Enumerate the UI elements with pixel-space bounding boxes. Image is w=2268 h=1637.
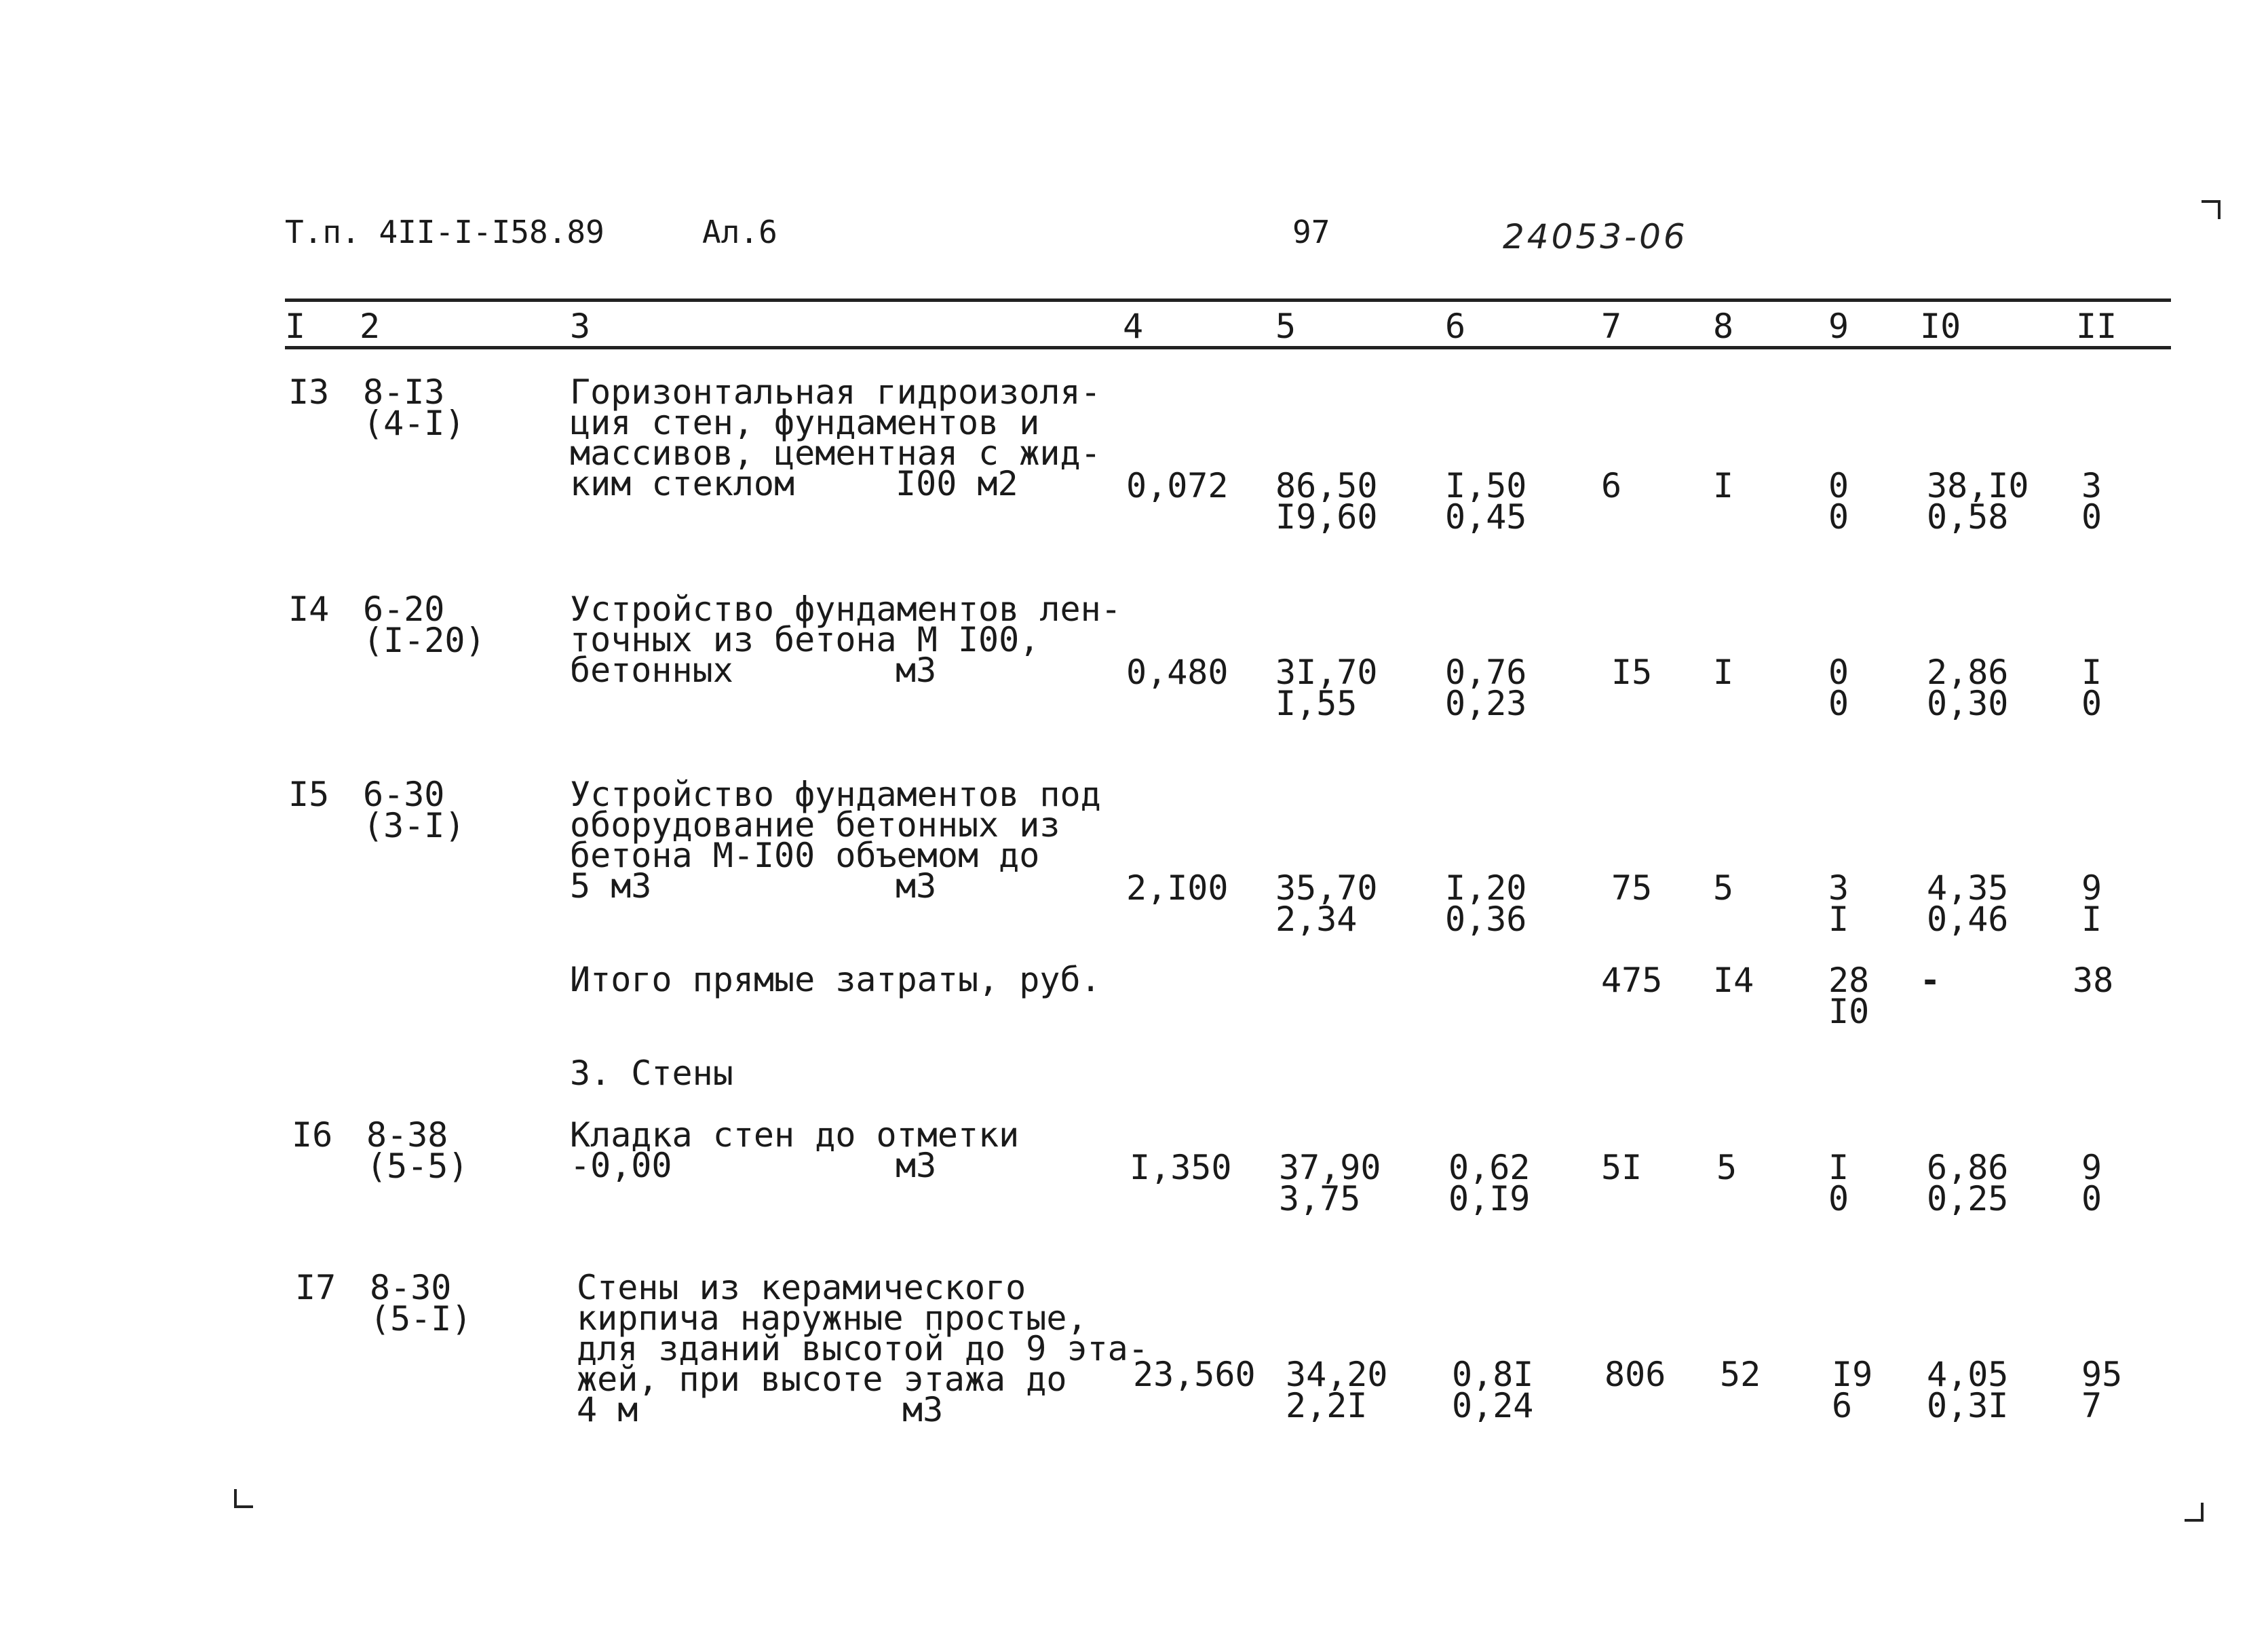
machine-cost-wages: 0: [1828, 1179, 1849, 1218]
work-description-line: ция стен, фундаментов и: [570, 403, 1040, 442]
norm-code: 6-20: [363, 590, 445, 629]
norm-code-ref: (5-5): [366, 1147, 469, 1186]
total-cost: 75: [1611, 868, 1653, 908]
labor-hours-machinists: 0,25: [1927, 1179, 2009, 1218]
album-number: Ал.6: [702, 214, 777, 250]
machine-cost-wages: 0: [1828, 497, 1849, 537]
labor-hours: 6,86: [1927, 1148, 2009, 1187]
total-labor-hours-machinists: 0: [2081, 497, 2102, 537]
work-description-line: бетона М-I00 объемом до: [570, 836, 1040, 875]
total-wages: 52: [1720, 1355, 1761, 1394]
work-description-line: -0,00: [570, 1146, 672, 1185]
page-number: 97: [1292, 214, 1330, 250]
norm-code: 6-30: [363, 775, 445, 814]
work-description-line: Устройство фундаментов лен-: [570, 590, 1121, 629]
norm-code-ref: (3-I): [363, 806, 465, 845]
unit-of-measure: м3: [902, 1390, 944, 1429]
row-number: I5: [288, 775, 330, 814]
total-wages: 5: [1713, 868, 1734, 908]
labor-cost: 0,62: [1448, 1148, 1531, 1187]
machine-cost: I: [1828, 1148, 1849, 1187]
work-description-line: Горизонтальная гидроизоля-: [570, 372, 1101, 412]
unit-cost-wages: 3,75: [1279, 1179, 1361, 1218]
norm-code-ref: (I-20): [363, 621, 486, 660]
column-number-8: 8: [1713, 307, 1734, 346]
total-labor-hours: 9: [2081, 1148, 2102, 1187]
column-number-7: 7: [1601, 307, 1622, 346]
row-number: I7: [295, 1268, 337, 1307]
column-number-10: I0: [1920, 307, 1961, 346]
labor-cost: 0,8I: [1452, 1355, 1534, 1394]
total-labor-hours-machinists: 7: [2081, 1386, 2102, 1425]
total-cost: I5: [1611, 653, 1653, 692]
total-labor-hours: 38: [2073, 961, 2114, 1000]
unit-cost: 3I,70: [1275, 653, 1378, 692]
stamp-number: 24053-06: [1503, 217, 1688, 256]
total-cost: 5I: [1601, 1148, 1642, 1187]
labor-hours: 2,86: [1927, 653, 2009, 692]
row-number: I3: [288, 372, 330, 412]
total-wages: I: [1713, 653, 1734, 692]
labor-cost-wages: 0,45: [1445, 497, 1527, 537]
machine-cost: I9: [1832, 1355, 1873, 1394]
total-cost: 475: [1601, 961, 1663, 1000]
machine-cost-wages: 6: [1832, 1386, 1853, 1425]
work-description-line: бетонных: [570, 651, 733, 690]
labor-cost: I,20: [1445, 868, 1527, 908]
labor-hours-machinists: 0,46: [1927, 900, 2009, 939]
labor-cost-wages: 0,23: [1445, 684, 1527, 723]
machine-cost-wages: 0: [1828, 684, 1849, 723]
norm-code-ref: (4-I): [363, 404, 465, 443]
column-number-2: 2: [360, 307, 381, 346]
total-labor-hours-machinists: 0: [2081, 1179, 2102, 1218]
document-code: Т.п. 4II-I-I58.89: [285, 214, 604, 250]
total-labor-hours: 95: [2081, 1355, 2123, 1394]
unit-cost: 34,20: [1286, 1355, 1388, 1394]
norm-code-ref: (5-I): [370, 1299, 472, 1339]
unit-of-measure: м3: [896, 866, 937, 906]
labor-hours-machinists: 0,3I: [1927, 1386, 2009, 1425]
column-number-9: 9: [1828, 307, 1849, 346]
labor-hours: 38,I0: [1927, 466, 2029, 505]
labor-cost-wages: 0,24: [1452, 1386, 1534, 1425]
work-description-line: для зданий высотой до 9 эта-: [577, 1329, 1149, 1368]
work-description-line: Стены из керамического: [577, 1268, 1026, 1307]
unit-of-measure: м3: [896, 651, 937, 690]
norm-code: 8-I3: [363, 372, 445, 412]
work-description-line: кирпича наружные простые,: [577, 1298, 1088, 1338]
unit-cost-wages: I9,60: [1275, 497, 1378, 537]
corner-mark-bottom-left: [234, 1489, 253, 1508]
labor-hours: 4,35: [1927, 868, 2009, 908]
total-label: Итого прямые затраты, руб.: [570, 960, 1101, 999]
work-description-line: Кладка стен до отметки: [570, 1115, 1020, 1155]
unit-of-measure: I00 м2: [896, 464, 1018, 503]
labor-cost: I,50: [1445, 466, 1527, 505]
total-labor-hours: 3: [2081, 466, 2102, 505]
unit-cost-wages: 2,34: [1275, 900, 1358, 939]
machine-cost-wages: I0: [1828, 992, 1870, 1031]
unit-cost: 37,90: [1279, 1148, 1381, 1187]
labor-hours-machinists: 0,58: [1927, 497, 2009, 537]
column-number-11: II: [2076, 307, 2117, 346]
total-wages: 5: [1716, 1148, 1737, 1187]
total-cost: 6: [1601, 466, 1622, 505]
column-number-3: 3: [570, 307, 591, 346]
labor-hours: 4,05: [1927, 1355, 2009, 1394]
work-description-line: 4 м: [577, 1390, 638, 1429]
machine-cost-wages: I: [1828, 900, 1849, 939]
norm-code: 8-38: [366, 1115, 448, 1155]
row-number: I4: [288, 590, 330, 629]
labor-hours: -: [1920, 961, 1941, 1000]
labor-hours-machinists: 0,30: [1927, 684, 2009, 723]
labor-cost: 0,76: [1445, 653, 1527, 692]
unit-of-measure: м3: [896, 1146, 937, 1185]
work-description-line: массивов, цементная с жид-: [570, 434, 1101, 473]
unit-cost-wages: 2,2I: [1286, 1386, 1368, 1425]
column-number-4: 4: [1123, 307, 1144, 346]
work-description-line: жей, при высоте этажа до: [577, 1360, 1067, 1399]
column-number-1: I: [285, 307, 306, 346]
header-top-rule: [285, 298, 2171, 302]
total-labor-hours: I: [2081, 653, 2102, 692]
section-title: 3. Стены: [570, 1054, 733, 1093]
labor-cost-wages: 0,36: [1445, 900, 1527, 939]
row-number: I6: [292, 1115, 333, 1155]
unit-cost-wages: I,55: [1275, 684, 1358, 723]
machine-cost: 0: [1828, 466, 1849, 505]
unit-cost: 35,70: [1275, 868, 1378, 908]
corner-mark-top-right: [2202, 200, 2221, 219]
labor-cost-wages: 0,I9: [1448, 1179, 1531, 1218]
quantity: 23,560: [1133, 1355, 1256, 1394]
total-wages: I4: [1713, 961, 1754, 1000]
machine-cost: 3: [1828, 868, 1849, 908]
unit-cost: 86,50: [1275, 466, 1378, 505]
corner-mark-bottom-right: [2185, 1503, 2204, 1522]
total-labor-hours-machinists: 0: [2081, 684, 2102, 723]
machine-cost: 28: [1828, 961, 1870, 1000]
work-description-line: Устройство фундаментов под: [570, 775, 1101, 814]
total-cost: 806: [1604, 1355, 1666, 1394]
quantity: 0,072: [1126, 466, 1229, 505]
quantity: 0,480: [1126, 653, 1229, 692]
machine-cost: 0: [1828, 653, 1849, 692]
work-description-line: ким стеклом: [570, 464, 795, 503]
work-description-line: точных из бетона М I00,: [570, 620, 1040, 659]
header-bottom-rule: [285, 346, 2171, 349]
work-description-line: оборудование бетонных из: [570, 805, 1060, 845]
total-wages: I: [1713, 466, 1734, 505]
total-labor-hours: 9: [2081, 868, 2102, 908]
norm-code: 8-30: [370, 1268, 452, 1307]
column-number-6: 6: [1445, 307, 1466, 346]
total-labor-hours-machinists: I: [2081, 900, 2102, 939]
column-number-5: 5: [1275, 307, 1296, 346]
work-description-line: 5 м3: [570, 866, 652, 906]
quantity: 2,I00: [1126, 868, 1229, 908]
quantity: I,350: [1130, 1148, 1232, 1187]
